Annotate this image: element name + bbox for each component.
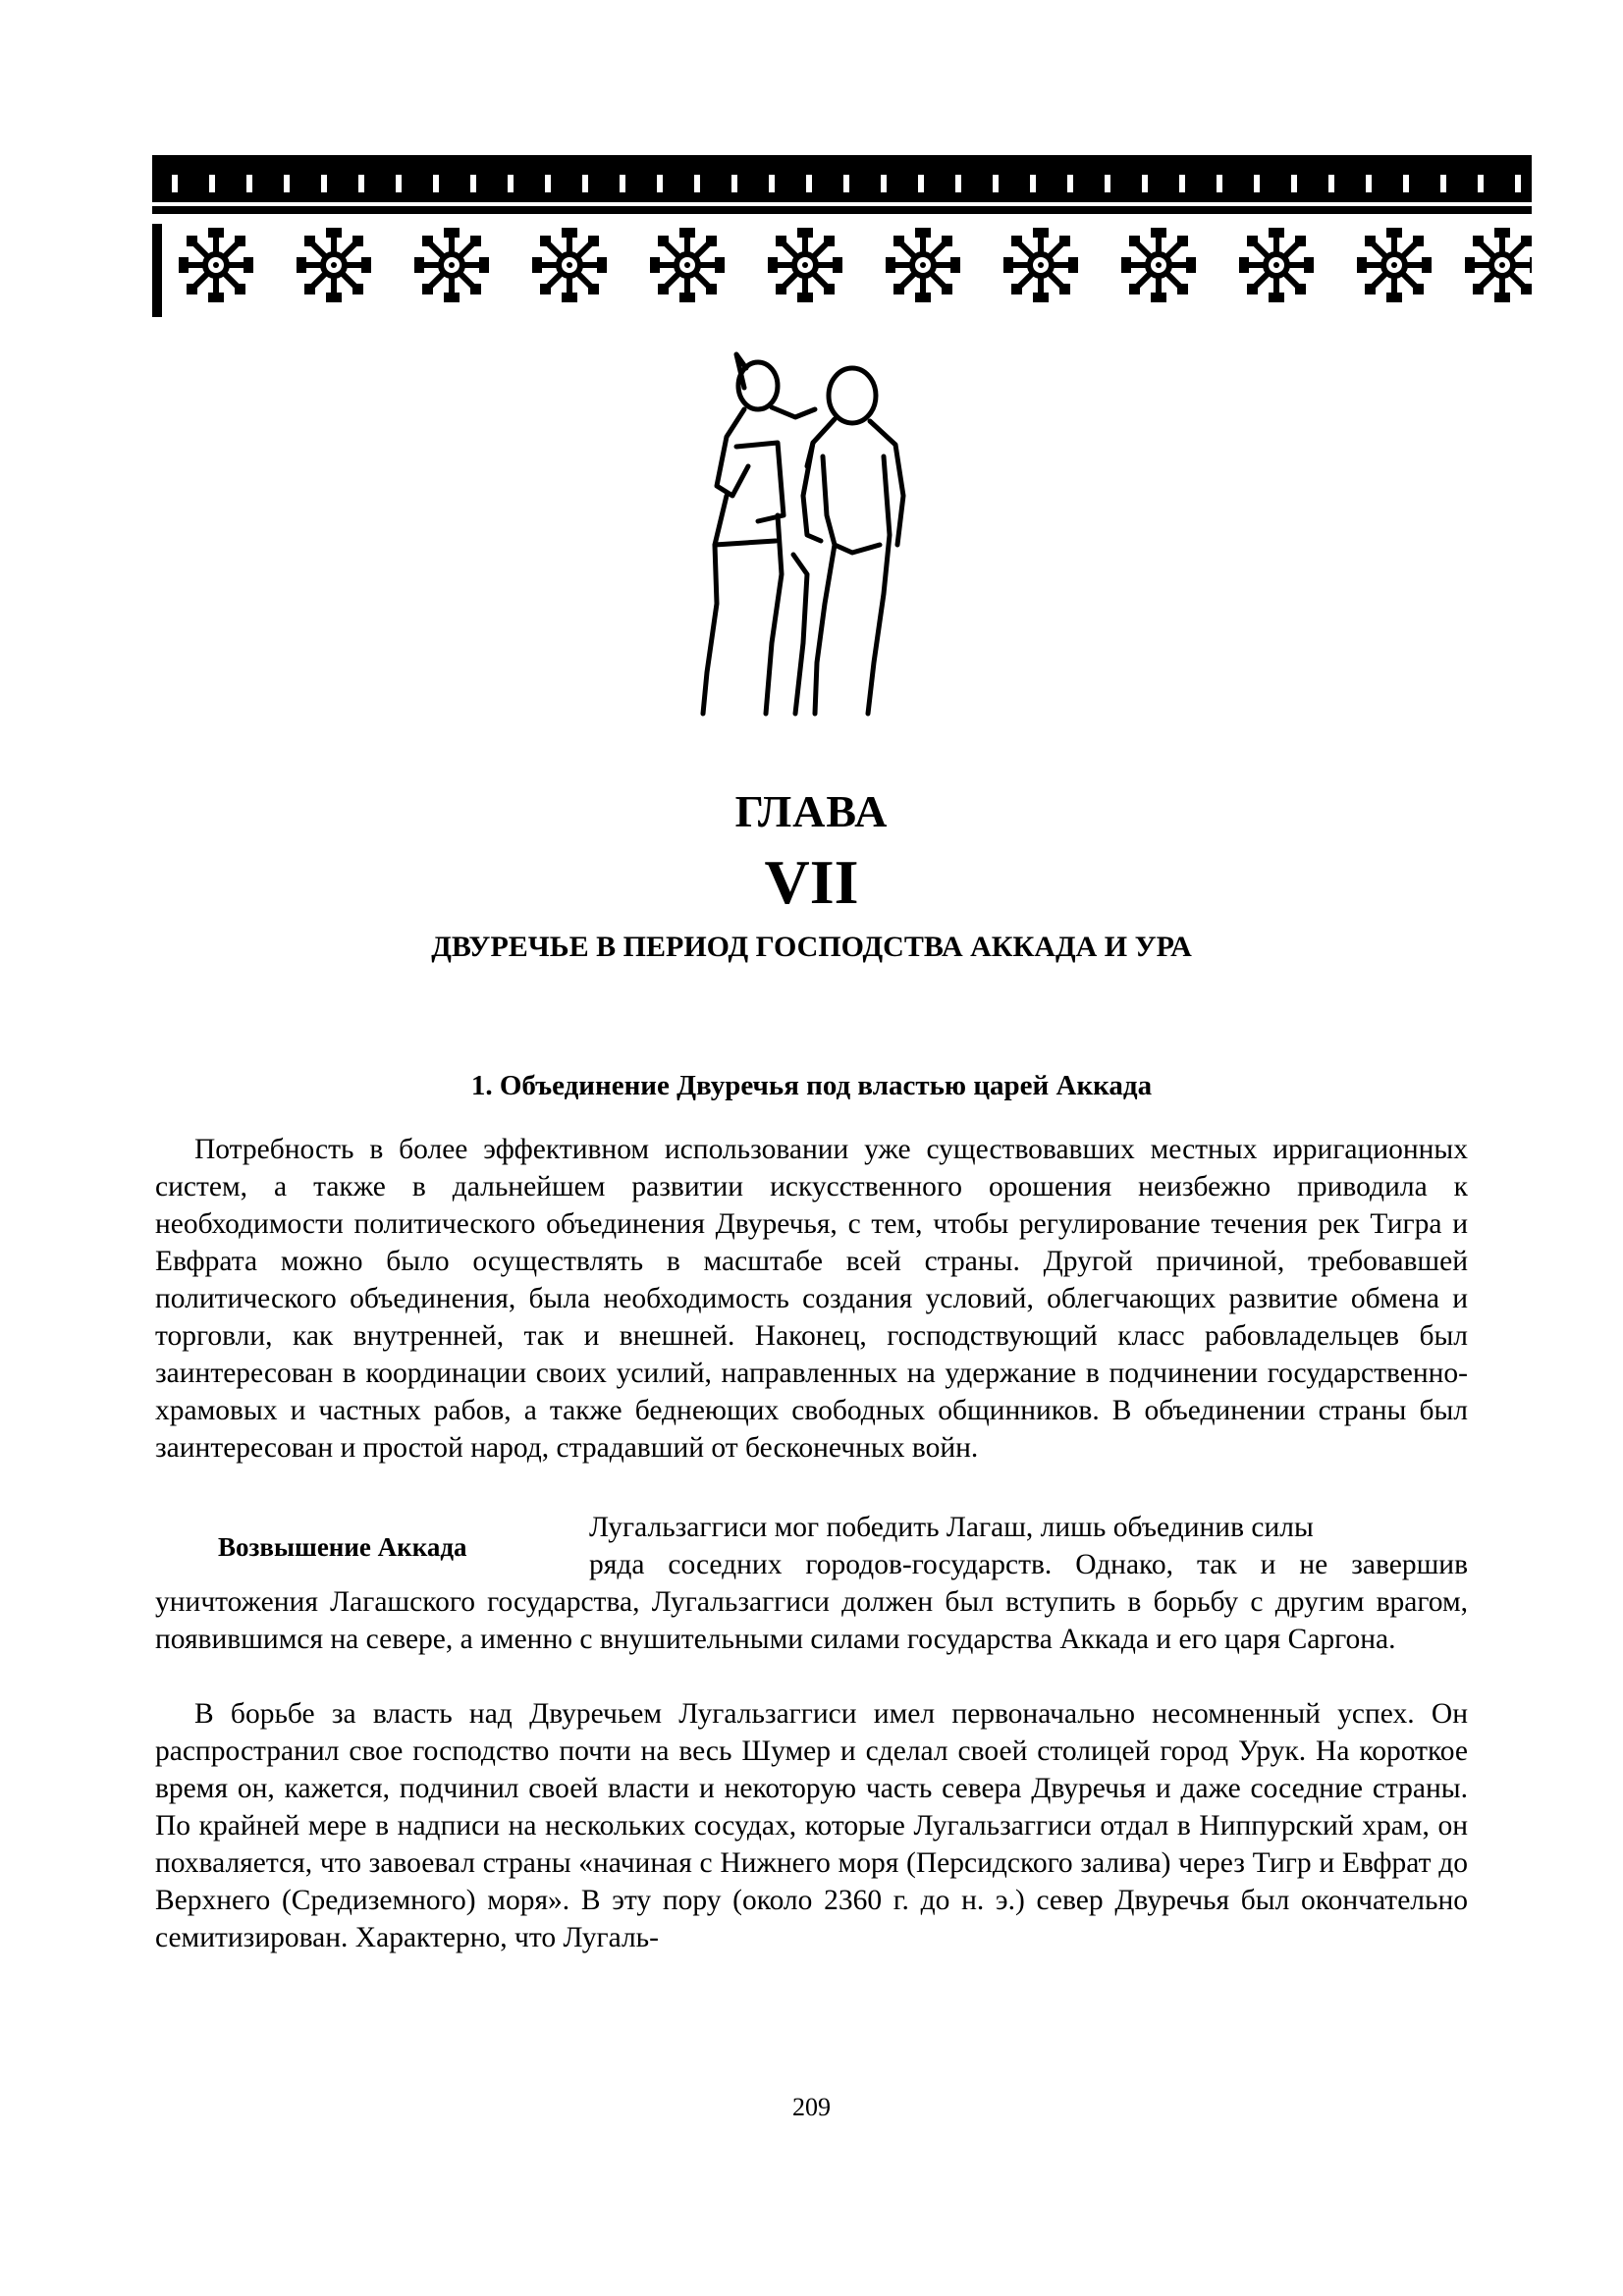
- paragraph-intro: Потребность в более эффективном использовании уже существовавших местных ирригационных систем, а также в дальнейшем развитии искусственного орошения неизбежно приводила к необходимости политического объединения Двуречья, с тем, чтобы регулирование течения рек Тигра и Евфрата можно было осуществлять в масштабе всей страны. Другой причиной, требовавшей политического объединения, была необходимость создания условий, облегчающих развитие обмена и торговли, как внутренней, так и внешней. Наконец, господствующий класс рабовладельцев был заинтересован в координации своих усилий, направленных на удержание в подчинении государственно-храмовых и частных рабов, а также беднеющих свободных общинников. В объединении страны был заинтересован и простой народ, страдавший от бесконечных войн.: [155, 1134, 1468, 1464]
- chapter-title: ДВУРЕЧЬЕ В ПЕРИОД ГОСПОДСТВА АККАДА И УРА: [431, 931, 1192, 963]
- side-heading-spacer: [155, 1546, 589, 1583]
- side-heading: Возвышение Аккада: [218, 1532, 467, 1562]
- two-figures-icon: [687, 348, 933, 721]
- paragraph-continuation: ряда соседних городов-государств. Однако, так и не завершив уничтожения Лагашского государства, Лугальзаггиси должен был вступить в борьбу с другим врагом, появившимся на севере, а именно с внушительными силами государства Аккада и его царя Саргона.: [155, 1546, 1468, 1658]
- section-heading: 1. Объединение Двуречья под властью царей Аккада: [470, 1070, 1153, 1101]
- page-number: 209: [792, 2093, 831, 2121]
- paragraph-first-line: Лугальзаггиси мог победить Лагаш, лишь объединив силы: [589, 1512, 1314, 1543]
- paragraph-rise-of-akkad: [155, 1509, 1468, 1658]
- chapter-number: VII: [764, 847, 859, 917]
- chapter-label: ГЛАВА: [734, 786, 889, 836]
- paragraph-lugalzaggisi: В борьбе за власть над Двуречьем Лугальзаггиси имел первоначально несомненный успех. Он распространил свое господство почти на весь Шумер и сделал своей столицей город Урук. На короткое время он, кажется, подчинил своей власти и некоторую часть севера Двуречья и даже соседние страны. По крайней мере в надписи на нескольких сосудах, которые Лугальзаггиси отдал в Ниппурский храм, он похваляется, что завоевал страны «начиная с Нижнего моря (Персидского залива) через Тигр и Евфрат до Верхнего (Средиземного) моря». В эту пору (около 2360 г. до н. э.) север Двуречья был окончательно семитизирован. Характерно, что Лугаль-: [155, 1698, 1468, 1953]
- rosette-frieze-icon: [152, 155, 1532, 327]
